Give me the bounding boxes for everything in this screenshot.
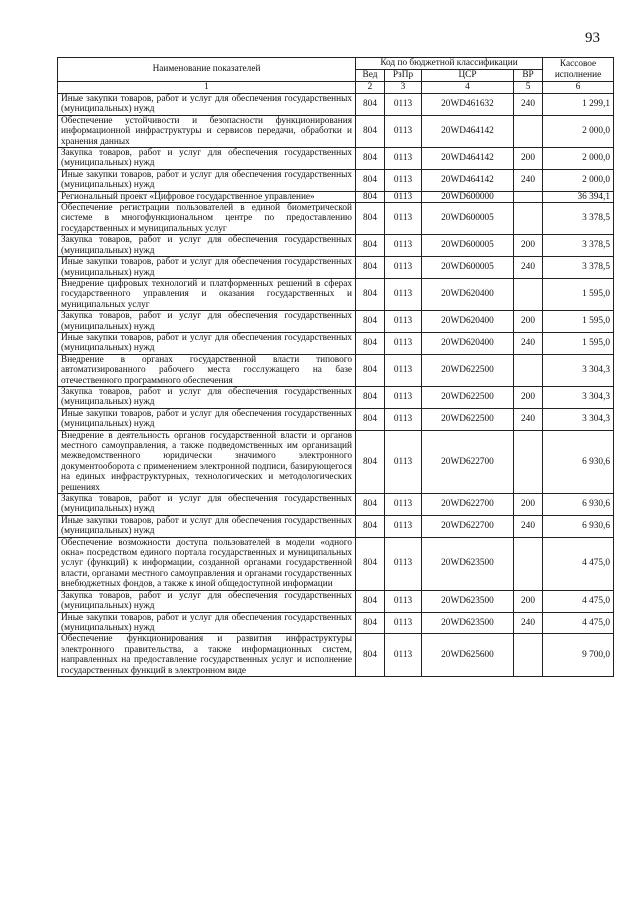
cell-csr: 20WD623500 — [422, 612, 514, 634]
cell-amount: 4 475,0 — [543, 590, 614, 612]
cell-rzpr: 0113 — [385, 612, 422, 634]
table-row — [58, 634, 614, 677]
cell-ved: 804 — [356, 235, 385, 257]
cell-name: Обеспечение регистрации пользователей в единой биометрической системе в многофункциональном центре по предоставлению государственных и муниципальных услуг — [58, 203, 356, 235]
cell-ved: 804 — [356, 354, 385, 386]
cell-vr: 240 — [514, 408, 543, 430]
cell-csr: 20WD625600 — [422, 634, 514, 677]
cell-rzpr: 0113 — [385, 430, 422, 493]
table-row — [58, 94, 614, 116]
cell-csr: 20WD622700 — [422, 430, 514, 493]
cell-name: Обеспечение устойчивости и безопасности функционирования информационной инфраструктуры и сервисов передачи, обработки и хранения данных — [58, 115, 356, 147]
cell-amount: 2 000,0 — [543, 148, 614, 170]
col-number-6: 6 — [543, 82, 614, 94]
cell-ved: 804 — [356, 169, 385, 191]
cell-rzpr: 0113 — [385, 115, 422, 147]
table-row — [58, 408, 614, 430]
cell-csr: 20WD600005 — [422, 235, 514, 257]
cell-rzpr: 0113 — [385, 494, 422, 516]
cell-ved: 804 — [356, 590, 385, 612]
cell-ved: 804 — [356, 430, 385, 493]
cell-csr: 20WD600005 — [422, 203, 514, 235]
cell-vr: 240 — [514, 612, 543, 634]
cell-csr: 20WD622700 — [422, 515, 514, 537]
col-number-3: 3 — [385, 82, 422, 94]
cell-rzpr: 0113 — [385, 278, 422, 310]
cell-csr: 20WD620400 — [422, 278, 514, 310]
cell-ved: 804 — [356, 408, 385, 430]
header-vr: ВР — [514, 70, 543, 82]
cell-rzpr: 0113 — [385, 235, 422, 257]
cell-rzpr: 0113 — [385, 203, 422, 235]
cell-vr: 240 — [514, 94, 543, 116]
cell-ved: 804 — [356, 94, 385, 116]
table-row — [58, 612, 614, 634]
table-row — [58, 311, 614, 333]
table-row — [58, 332, 614, 354]
cell-ved: 804 — [356, 494, 385, 516]
cell-ved: 804 — [356, 634, 385, 677]
cell-csr: 20WD464142 — [422, 169, 514, 191]
col-number-2: 2 — [356, 82, 385, 94]
cell-amount: 3 378,5 — [543, 235, 614, 257]
cell-name: Закупка товаров, работ и услуг для обеспечения государственных (муниципальных) нужд — [58, 494, 356, 516]
cell-csr: 20WD623500 — [422, 537, 514, 590]
cell-name: Региональный проект «Цифровое государственное управление» — [58, 191, 356, 202]
cell-csr: 20WD623500 — [422, 590, 514, 612]
cell-vr — [514, 191, 543, 202]
cell-name: Иные закупки товаров, работ и услуг для обеспечения государственных (муниципальных) нужд — [58, 169, 356, 191]
cell-name: Обеспечение функционирования и развития инфраструктуры электронного правительства, а также информационных систем, направленных на предоставление государственных услуг и исполнение государственных функций в электронном виде — [58, 634, 356, 677]
cell-amount: 2 000,0 — [543, 169, 614, 191]
table-row — [58, 169, 614, 191]
cell-amount: 2 000,0 — [543, 115, 614, 147]
table-row — [58, 386, 614, 408]
cell-amount: 9 700,0 — [543, 634, 614, 677]
cell-vr: 200 — [514, 386, 543, 408]
cell-vr — [514, 430, 543, 493]
cell-amount: 3 378,5 — [543, 257, 614, 279]
cell-name: Обеспечение возможности доступа пользователей в модели «одного окна» посредством единого портала государственных и муниципальных услуг (функций) к информации, созданной органами государственной власти, органами местного самоуправления и органами государственных внебюджетных фондов, а также к иной общедоступной информации — [58, 537, 356, 590]
table-row — [58, 115, 614, 147]
cell-amount: 6 930,6 — [543, 515, 614, 537]
cell-amount: 4 475,0 — [543, 612, 614, 634]
cell-name: Закупка товаров, работ и услуг для обеспечения государственных (муниципальных) нужд — [58, 311, 356, 333]
cell-vr — [514, 537, 543, 590]
cell-csr: 20WD620400 — [422, 311, 514, 333]
cell-name: Иные закупки товаров, работ и услуг для обеспечения государственных (муниципальных) нужд — [58, 612, 356, 634]
table-row — [58, 515, 614, 537]
cell-amount: 36 394,1 — [543, 191, 614, 202]
table-row — [58, 148, 614, 170]
cell-vr — [514, 278, 543, 310]
table-row — [58, 278, 614, 310]
cell-vr — [514, 115, 543, 147]
page-number: 93 — [585, 30, 600, 46]
cell-name: Закупка товаров, работ и услуг для обеспечения государственных (муниципальных) нужд — [58, 386, 356, 408]
table-row — [58, 537, 614, 590]
cell-rzpr: 0113 — [385, 634, 422, 677]
cell-vr: 240 — [514, 332, 543, 354]
cell-csr: 20WD461632 — [422, 94, 514, 116]
table-row — [58, 430, 614, 493]
header-name: Наименование показателей — [58, 58, 356, 82]
cell-name: Внедрение в деятельность органов государственной власти и органов местного самоуправления, а также подведомственных им организаций межведомственного юридически значимого электронного документооборота с применением электронной подписи, базирующегося на единых инфраструктурных, технологических и методологических решениях — [58, 430, 356, 493]
cell-ved: 804 — [356, 278, 385, 310]
cell-csr: 20WD622500 — [422, 354, 514, 386]
cell-rzpr: 0113 — [385, 537, 422, 590]
table-row — [58, 494, 614, 516]
cell-rzpr: 0113 — [385, 191, 422, 202]
cell-amount: 6 930,6 — [543, 430, 614, 493]
table-row — [58, 590, 614, 612]
cell-ved: 804 — [356, 332, 385, 354]
cell-name: Иные закупки товаров, работ и услуг для обеспечения государственных (муниципальных) нужд — [58, 257, 356, 279]
cell-name: Иные закупки товаров, работ и услуг для обеспечения государственных (муниципальных) нужд — [58, 332, 356, 354]
cell-name: Иные закупки товаров, работ и услуг для обеспечения государственных (муниципальных) нужд — [58, 515, 356, 537]
cell-csr: 20WD622500 — [422, 408, 514, 430]
cell-vr — [514, 354, 543, 386]
cell-name: Иные закупки товаров, работ и услуг для обеспечения государственных (муниципальных) нужд — [58, 408, 356, 430]
cell-ved: 804 — [356, 311, 385, 333]
col-number-5: 5 — [514, 82, 543, 94]
cell-vr: 240 — [514, 169, 543, 191]
header-ved: Вед — [356, 70, 385, 82]
col-number-4: 4 — [422, 82, 514, 94]
cell-rzpr: 0113 — [385, 257, 422, 279]
cell-ved: 804 — [356, 115, 385, 147]
header-rzpr: РзПр — [385, 70, 422, 82]
cell-rzpr: 0113 — [385, 386, 422, 408]
table-row — [58, 203, 614, 235]
cell-ved: 804 — [356, 203, 385, 235]
cell-name: Закупка товаров, работ и услуг для обеспечения государственных (муниципальных) нужд — [58, 590, 356, 612]
table-row — [58, 235, 614, 257]
cell-vr: 200 — [514, 235, 543, 257]
cell-rzpr: 0113 — [385, 311, 422, 333]
cell-name: Закупка товаров, работ и услуг для обеспечения государственных (муниципальных) нужд — [58, 235, 356, 257]
cell-ved: 804 — [356, 386, 385, 408]
cell-vr: 240 — [514, 515, 543, 537]
cell-ved: 804 — [356, 148, 385, 170]
cell-rzpr: 0113 — [385, 169, 422, 191]
cell-amount: 3 304,3 — [543, 408, 614, 430]
cell-rzpr: 0113 — [385, 332, 422, 354]
budget-execution-table — [57, 57, 614, 677]
cell-amount: 3 304,3 — [543, 386, 614, 408]
cell-csr: 20WD622500 — [422, 386, 514, 408]
cell-amount: 1 595,0 — [543, 278, 614, 310]
cell-ved: 804 — [356, 537, 385, 590]
header-csr: ЦСР — [422, 70, 514, 82]
cell-amount: 1 595,0 — [543, 311, 614, 333]
cell-vr — [514, 203, 543, 235]
cell-amount: 4 475,0 — [543, 537, 614, 590]
cell-vr: 200 — [514, 148, 543, 170]
cell-vr — [514, 634, 543, 677]
cell-ved: 804 — [356, 612, 385, 634]
cell-amount: 1 299,1 — [543, 94, 614, 116]
cell-name: Иные закупки товаров, работ и услуг для обеспечения государственных (муниципальных) нужд — [58, 94, 356, 116]
cell-csr: 20WD464142 — [422, 148, 514, 170]
cell-csr: 20WD464142 — [422, 115, 514, 147]
cell-ved: 804 — [356, 191, 385, 202]
cell-ved: 804 — [356, 515, 385, 537]
cell-vr: 200 — [514, 590, 543, 612]
cell-rzpr: 0113 — [385, 590, 422, 612]
cell-csr: 20WD600005 — [422, 257, 514, 279]
cell-name: Закупка товаров, работ и услуг для обеспечения государственных (муниципальных) нужд — [58, 148, 356, 170]
cell-csr: 20WD600000 — [422, 191, 514, 202]
table-body — [58, 94, 614, 677]
cell-rzpr: 0113 — [385, 354, 422, 386]
header-code-group: Код по бюджетной классификации — [356, 58, 543, 70]
cell-vr: 200 — [514, 494, 543, 516]
cell-ved: 804 — [356, 257, 385, 279]
cell-rzpr: 0113 — [385, 515, 422, 537]
cell-amount: 3 378,5 — [543, 203, 614, 235]
table-row — [58, 257, 614, 279]
cell-vr: 200 — [514, 311, 543, 333]
cell-amount: 1 595,0 — [543, 332, 614, 354]
cell-rzpr: 0113 — [385, 94, 422, 116]
cell-rzpr: 0113 — [385, 408, 422, 430]
table-row — [58, 191, 614, 202]
col-number-1: 1 — [58, 82, 356, 94]
cell-amount: 3 304,3 — [543, 354, 614, 386]
cell-rzpr: 0113 — [385, 148, 422, 170]
header-execution: Кассовое исполнение — [543, 58, 614, 82]
cell-amount: 6 930,6 — [543, 494, 614, 516]
cell-vr: 240 — [514, 257, 543, 279]
cell-name: Внедрение в органах государственной власти типового автоматизированного рабочего места госслужащего на базе отечественного программного обеспечения — [58, 354, 356, 386]
table-row — [58, 354, 614, 386]
cell-csr: 20WD622700 — [422, 494, 514, 516]
cell-name: Внедрение цифровых технологий и платформенных решений в сферах государственного управления и оказания государственных и муниципальных услуг — [58, 278, 356, 310]
cell-csr: 20WD620400 — [422, 332, 514, 354]
